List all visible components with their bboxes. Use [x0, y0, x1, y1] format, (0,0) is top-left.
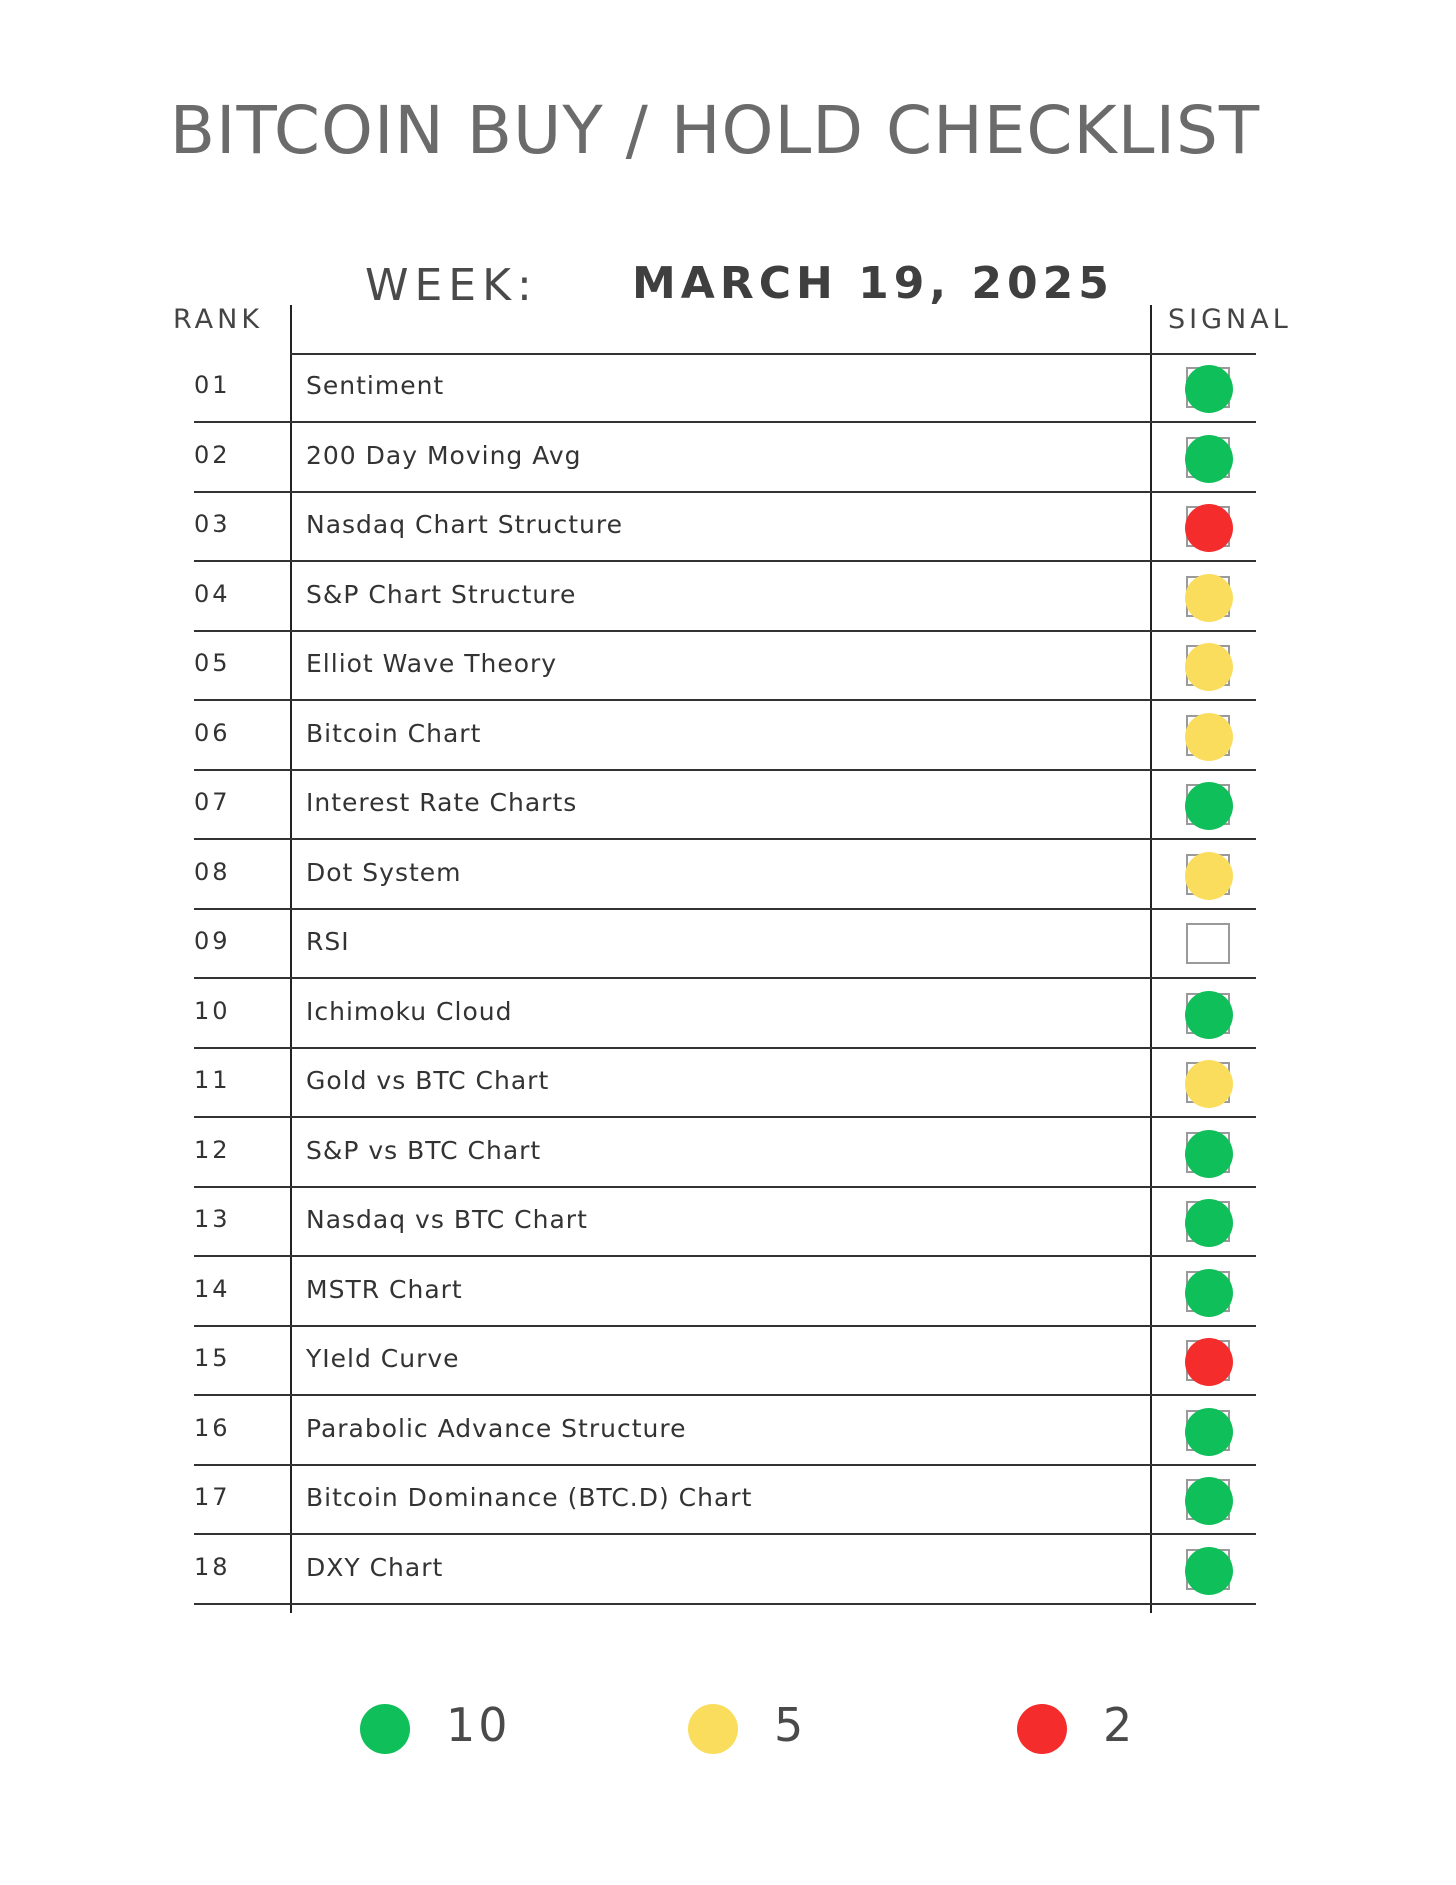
green-dot-icon	[1185, 365, 1233, 413]
row-rank: 05	[194, 649, 231, 677]
signal-column-header: SIGNAL	[1168, 304, 1292, 335]
green-dot-icon	[1185, 782, 1233, 830]
row-rank: 18	[194, 1553, 231, 1581]
row-label: Sentiment	[306, 371, 445, 400]
green-dot-icon	[360, 1704, 410, 1754]
row-label: Interest Rate Charts	[306, 788, 578, 817]
row-rank: 16	[194, 1414, 231, 1442]
yellow-dot-icon	[688, 1704, 738, 1754]
green-dot-icon	[1185, 1477, 1233, 1525]
green-dot-icon	[1185, 991, 1233, 1039]
row-label: S&P vs BTC Chart	[306, 1136, 542, 1165]
row-rank: 11	[194, 1066, 231, 1094]
row-rank: 04	[194, 580, 231, 608]
row-label: MSTR Chart	[306, 1275, 463, 1304]
table-row	[0, 701, 1456, 771]
row-label: Dot System	[306, 858, 462, 887]
page-title: BITCOIN BUY / HOLD CHECKLIST	[169, 92, 1261, 169]
row-rank: 10	[194, 997, 231, 1025]
row-rank: 02	[194, 441, 231, 469]
row-rank: 06	[194, 719, 231, 747]
table-row	[0, 909, 1456, 979]
row-rank: 01	[194, 371, 231, 399]
row-label: Ichimoku Cloud	[306, 997, 513, 1026]
legend-value: 5	[774, 1698, 807, 1752]
row-label: Nasdaq Chart Structure	[306, 510, 623, 539]
green-dot-icon	[1185, 1269, 1233, 1317]
red-dot-icon	[1185, 504, 1233, 552]
red-dot-icon	[1185, 1338, 1233, 1386]
legend-value: 2	[1103, 1698, 1136, 1752]
table-row	[0, 1535, 1456, 1605]
table-row	[0, 631, 1456, 701]
table-row	[0, 1465, 1456, 1535]
row-rank: 15	[194, 1344, 231, 1372]
green-dot-icon	[1185, 1199, 1233, 1247]
yellow-dot-icon	[1185, 1060, 1233, 1108]
row-rank: 03	[194, 510, 231, 538]
row-rank: 07	[194, 788, 231, 816]
yellow-dot-icon	[1185, 713, 1233, 761]
row-label: Elliot Wave Theory	[306, 649, 558, 678]
row-rank: 17	[194, 1483, 231, 1511]
table-row	[0, 423, 1456, 493]
green-dot-icon	[1185, 1130, 1233, 1178]
table-row	[0, 353, 1456, 423]
green-dot-icon	[1185, 1547, 1233, 1595]
legend-value: 10	[446, 1698, 511, 1752]
row-rank: 08	[194, 858, 231, 886]
row-label: YIeld Curve	[306, 1344, 460, 1373]
row-label: DXY Chart	[306, 1553, 444, 1582]
green-dot-icon	[1185, 435, 1233, 483]
row-rank: 12	[194, 1136, 231, 1164]
table-row	[0, 492, 1456, 562]
row-label: S&P Chart Structure	[306, 580, 577, 609]
table-row	[0, 562, 1456, 632]
signal-checkbox[interactable]	[1186, 923, 1230, 964]
row-label: Gold vs BTC Chart	[306, 1066, 550, 1095]
rank-column-header: RANK	[173, 304, 264, 335]
table-row	[0, 1118, 1456, 1188]
week-label: WEEK:	[365, 260, 538, 311]
row-label: 200 Day Moving Avg	[306, 441, 582, 470]
row-rank: 09	[194, 927, 231, 955]
table-row	[0, 840, 1456, 910]
week-value: MARCH 19, 2025	[632, 258, 1114, 309]
row-label: RSI	[306, 927, 350, 956]
table-row	[0, 770, 1456, 840]
row-label: Parabolic Advance Structure	[306, 1414, 687, 1443]
table-row	[0, 1396, 1456, 1466]
row-rank: 14	[194, 1275, 231, 1303]
table-row	[0, 1326, 1456, 1396]
green-dot-icon	[1185, 1408, 1233, 1456]
row-label: Bitcoin Chart	[306, 719, 482, 748]
table-row	[0, 1048, 1456, 1118]
row-label: Bitcoin Dominance (BTC.D) Chart	[306, 1483, 753, 1512]
red-dot-icon	[1017, 1704, 1067, 1754]
yellow-dot-icon	[1185, 574, 1233, 622]
row-divider-line	[194, 1603, 1256, 1605]
row-rank: 13	[194, 1205, 231, 1233]
table-row	[0, 1187, 1456, 1257]
yellow-dot-icon	[1185, 852, 1233, 900]
yellow-dot-icon	[1185, 643, 1233, 691]
table-row	[0, 979, 1456, 1049]
table-row	[0, 1257, 1456, 1327]
row-label: Nasdaq vs BTC Chart	[306, 1205, 588, 1234]
